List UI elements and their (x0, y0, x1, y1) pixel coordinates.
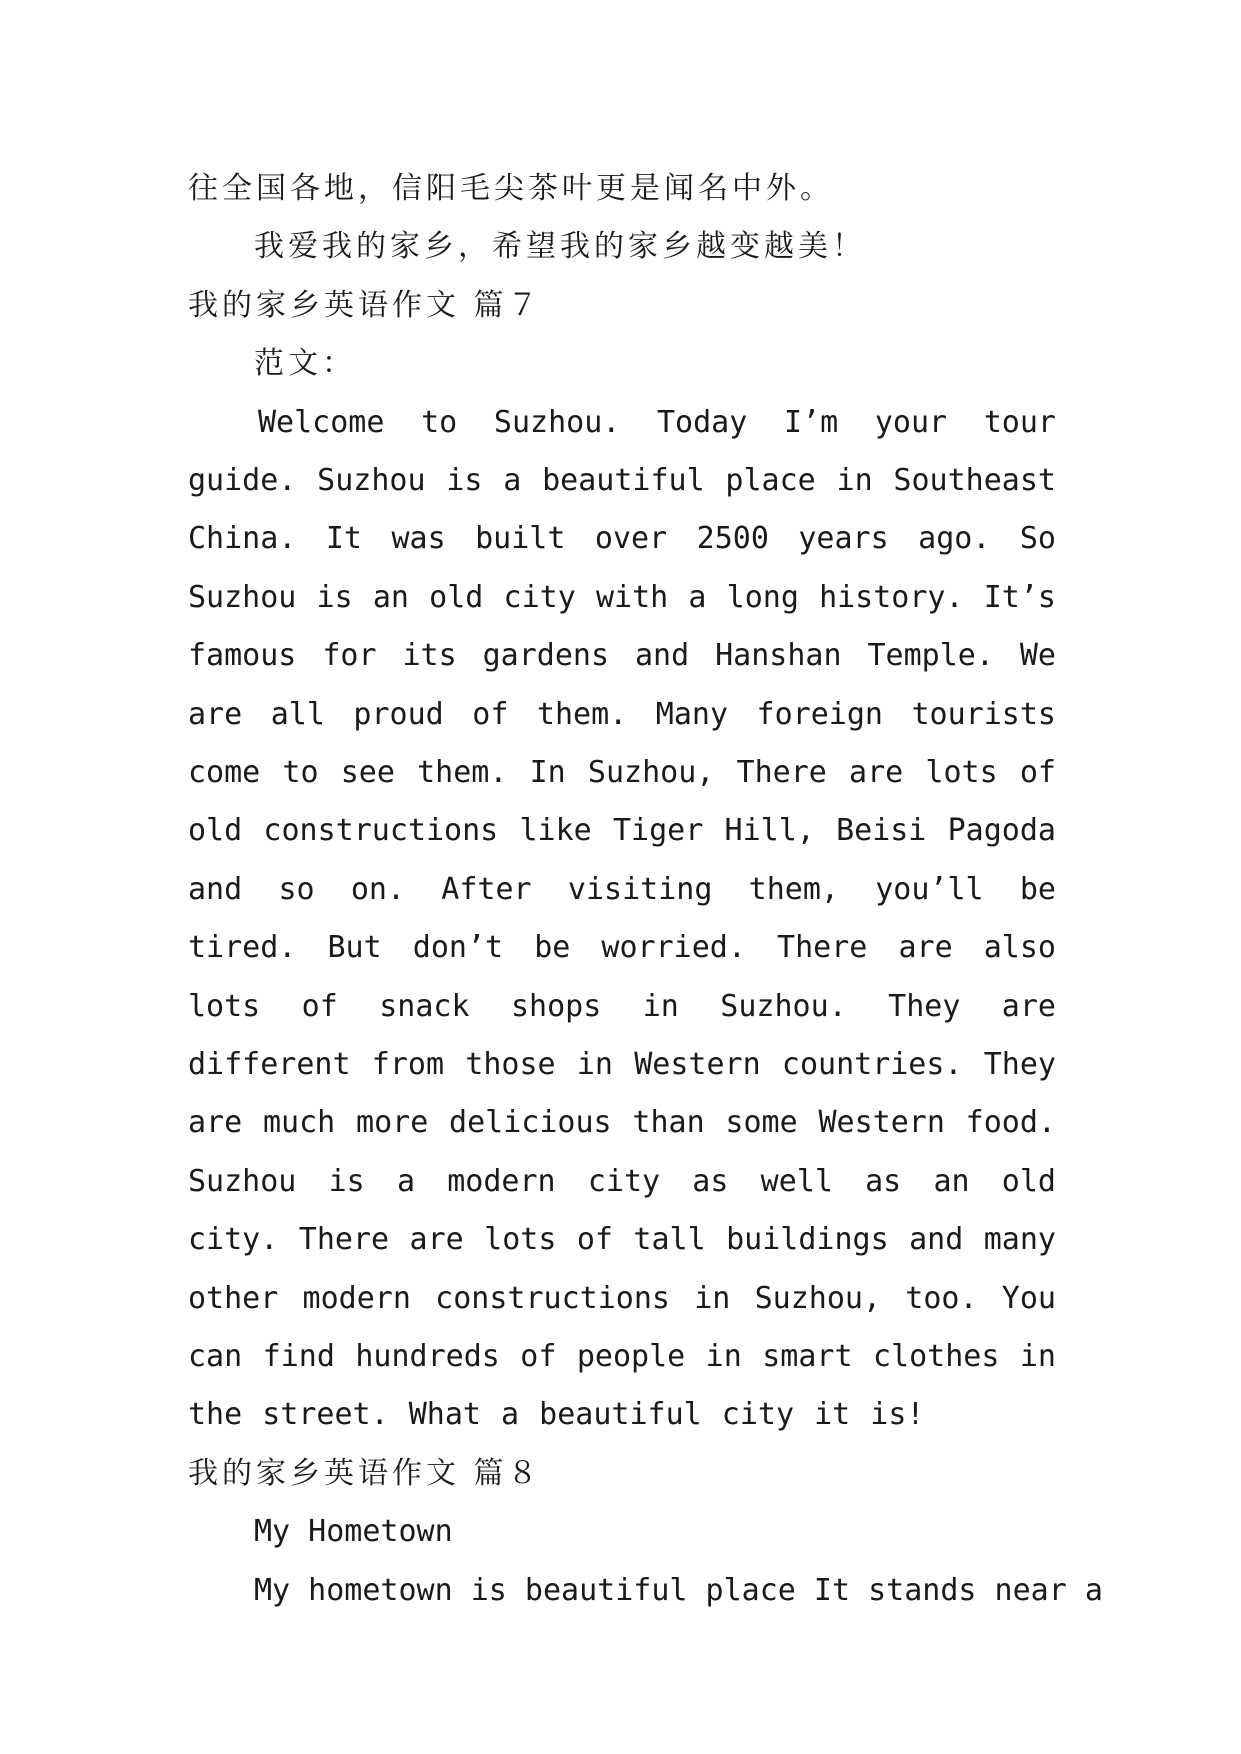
section-heading-8: 我的家乡英语作文 篇８ (188, 1455, 542, 1491)
essay-title-hometown: My Hometown (254, 1514, 453, 1550)
essay-body-hometown-start: My hometown is beautiful place It stands near a (254, 1572, 1103, 1608)
section-heading-7: 我的家乡英语作文 篇７ (188, 287, 542, 323)
paragraph-closing: 我爱我的家乡，希望我的家乡越变越美！ (254, 229, 866, 265)
essay-body-suzhou: Welcome to Suzhou. Today I’m your tour guide. Suzhou is a beautiful place in Southeast China. It was built over 2500 years ago. So Suzhou is an old city with a long history. It’s famous for its gardens and Hanshan Temple. We are all proud of them. Many foreign tourists come to see them. In Suzhou, There are lots of old constructions like Tiger Hill, Beisi Pagoda and so on. After visiting them, you’ll be tired. But don’t be worried. There are also lots of snack shops in Suzhou. They are different from those in Western countries. They are much more delicious than some Western food. Suzhou is a modern city as well as an old city. There are lots of tall buildings and many other modern constructions in Suzhou, too. You can find hundreds of people in smart clothes in the street. What a beautiful city it is! (188, 404, 1056, 1433)
sample-essay-label: 范文： (254, 346, 356, 382)
paragraph-continuation: 往全国各地，信阳毛尖茶叶更是闻名中外。 (188, 171, 834, 206)
document-content (188, 160, 1103, 1620)
